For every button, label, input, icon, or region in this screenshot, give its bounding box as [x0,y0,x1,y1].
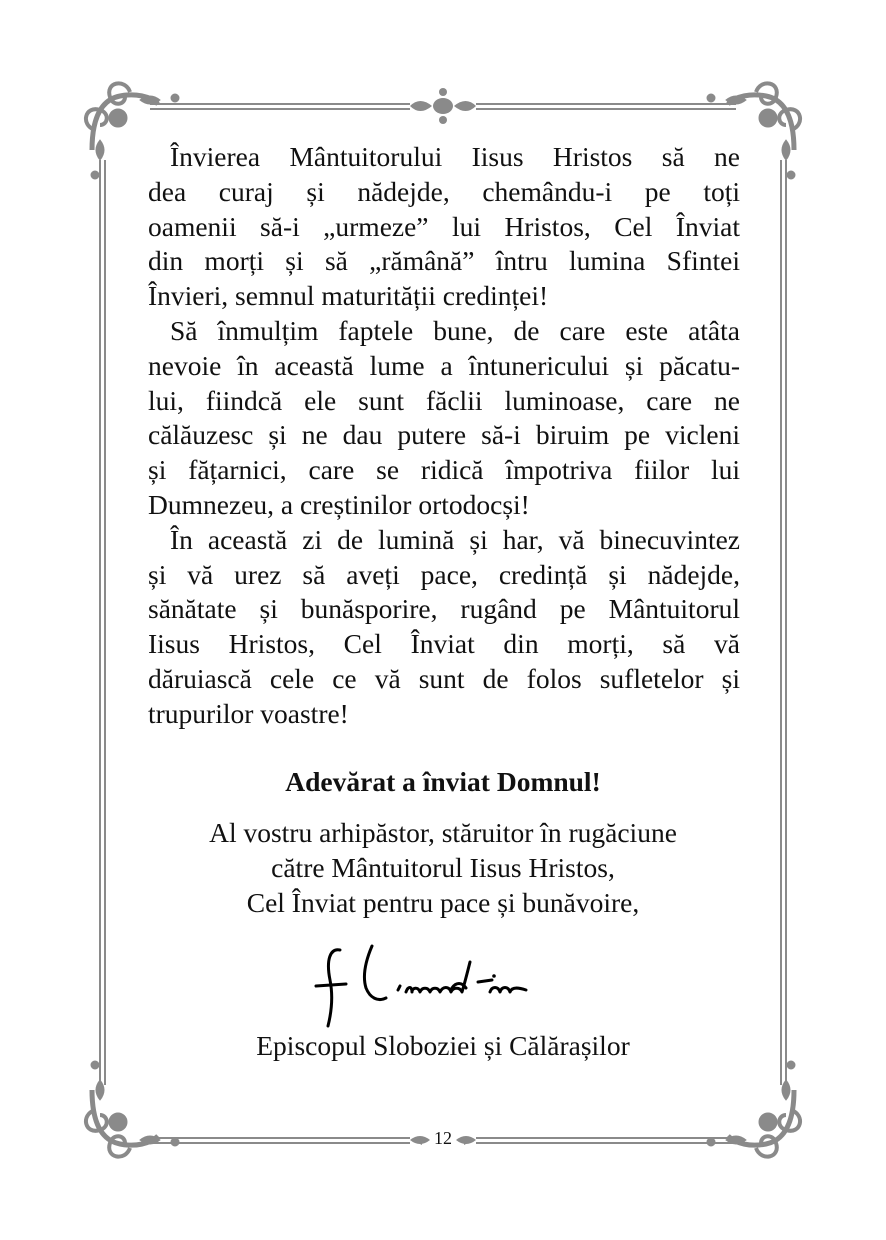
text-line: nevoie în această lume a întunericului și păcatu- [148,349,740,381]
text-line: trupurilor voastre! [148,697,349,729]
text-line: și vă urez să aveți pace, credință și nădejde, [148,558,740,590]
paragraph-2 [148,314,740,523]
text-line: călăuzesc și ne dau putere să-i biruim pe vicleni [148,419,740,451]
top-center-ornament-icon [410,88,476,124]
text-line: Dumnezeu, a creștinilor ortodocși! [148,488,530,520]
text-line: dăruiască cele ce vă sunt de folos sufletelor și [148,662,740,694]
text-line: lui, fiindcă ele sunt făclii luminoase, care ne [148,384,740,416]
text-line: Învierea Mântuitorului Iisus Hristos să ne [170,141,740,172]
text-line: Să înmulțim faptele bune, de care este atâta [170,314,740,346]
letter-body [148,140,740,732]
handwritten-signature [300,940,590,1030]
paragraph-1 [148,140,740,314]
closing-line: Al vostru arhipăstor, stăruitor în rugăciune [209,817,677,848]
text-line: și fățarnici, care se ridică împotriva fiilor lui [148,454,740,486]
text-line: din morți și să „rămână” întru lumina Sfintei [148,245,740,277]
text-line: Iisus Hristos, Cel Înviat din morți, să vă [148,628,740,660]
closing-salutation [0,815,886,920]
text-line: sănătate și bunăsporire, rugând pe Mântuitorul [148,593,740,625]
text-line: În această zi de lumină și har, vă binecuvintez [170,523,740,555]
easter-greeting: Adevărat a înviat Domnul! [285,766,601,797]
paragraph-3 [148,523,740,732]
closing-line: Cel Înviat pentru pace și bunăvoire, [246,887,640,918]
text-line: dea curaj și nădejde, chemându-i pe toți [148,175,740,207]
bishop-title: Episcopul Sloboziei și Călărașilor [256,1030,630,1061]
text-line: Învieri, semnul maturității credinței! [148,280,549,312]
closing-line: către Mântuitorul Iisus Hristos, [271,852,615,883]
page-number: 12 [434,1128,452,1148]
text-line: oamenii să-i „urmeze” lui Hristos, Cel Înviat [148,210,740,242]
